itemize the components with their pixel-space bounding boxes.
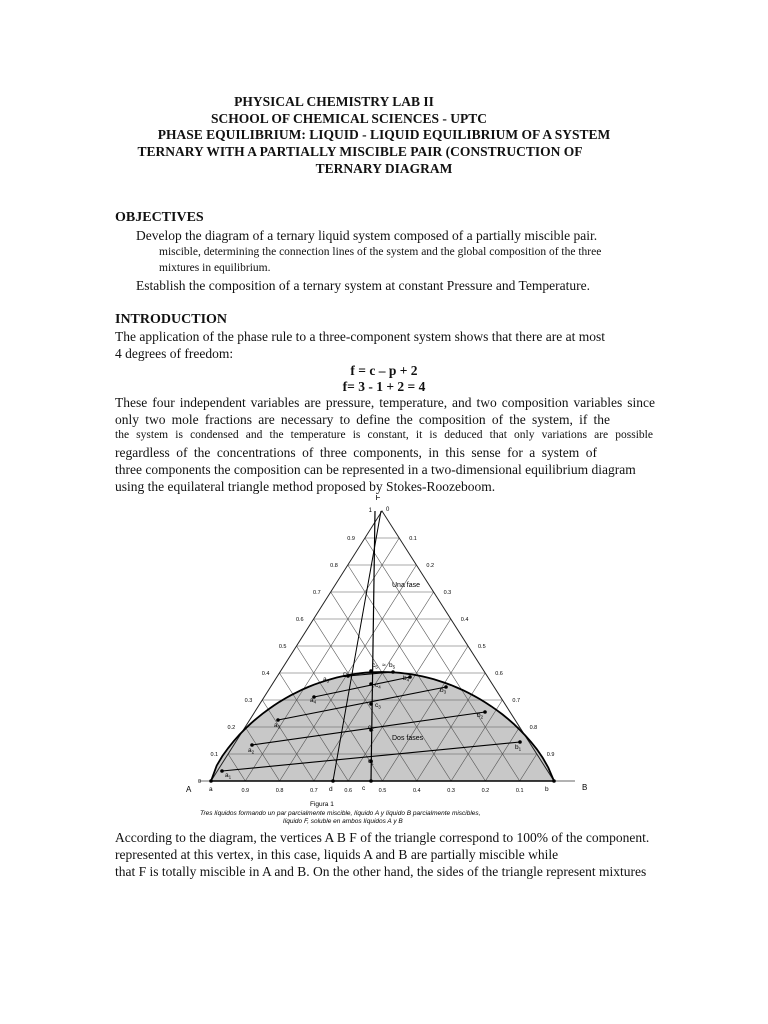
header-line-2: SCHOOL OF CHEMICAL SCIENCES - UPTC — [211, 111, 487, 126]
intro-paragraph-2c: the system is condensed and the temperature is constant, it is deduced that only variations are possible — [115, 429, 653, 441]
top-tick-right: 0 — [386, 507, 390, 513]
left-tick-label: 0.9 — [347, 536, 355, 542]
caption-title: Figura 1 — [310, 801, 334, 808]
point-subscript: 5 — [375, 664, 378, 670]
point-label: D — [343, 672, 348, 679]
header-line-1: PHYSICAL CHEMISTRY LAB II — [234, 94, 434, 109]
bottom-tick-label: 0.7 — [310, 788, 318, 794]
point-label: $c_3$ — [375, 702, 381, 710]
phase-rule-equation: f = c – p + 2 — [350, 363, 418, 378]
bottom-tick-label: 0.5 — [378, 788, 387, 794]
point-label: $c_4$ — [375, 682, 381, 690]
point-label: $b_1$ — [515, 744, 522, 752]
point-label: $b_4$ — [403, 675, 410, 683]
caption-line-2: líquido F, soluble en ambos líquidos A y B — [283, 818, 403, 825]
point-label: $c_2$ — [368, 724, 374, 732]
objective-item-1-cont-2: mixtures in equilibrium. — [159, 262, 271, 274]
data-point — [552, 779, 556, 783]
intro-paragraph-2e: three components the composition can be represented in a two-dimensional equilibrium diagram — [115, 462, 636, 477]
closing-paragraph-a: According to the diagram, the vertices A B F of the triangle correspond to 100% of the component. — [115, 830, 650, 845]
vertex-label-F: F — [375, 495, 381, 502]
point-subscript: 5 — [326, 678, 330, 684]
closing-paragraph-c: that F is totally miscible in A and B. On the other hand, the sides of the triangle represent mixtures — [115, 864, 647, 879]
intro-paragraph-2d: regardless of the concentrations of three components, in this sense for a system of — [115, 445, 597, 460]
point-subscript: 4 — [406, 677, 410, 683]
closing-paragraph-b: represented at this vertex, in this case, liquids A and B are partially miscible while — [115, 847, 559, 862]
intro-paragraph-1a: The application of the phase rule to a three-component system shows that there are at most — [115, 329, 605, 344]
data-point — [209, 779, 213, 783]
vertex-label-B: B — [582, 783, 588, 792]
point-label: c — [362, 785, 366, 792]
data-point — [331, 779, 335, 783]
ternary-diagram — [0, 495, 768, 825]
right-tick-label: 0.2 — [426, 563, 435, 569]
data-point — [444, 685, 448, 689]
header-line-4: TERNARY WITH A PARTIALLY MISCIBLE PAIR (CONSTRUCTION OF — [137, 144, 583, 159]
bottom-tick-label: 0.4 — [412, 788, 421, 794]
point-subscript: 2 — [480, 714, 484, 720]
left-tick-label: 0.6 — [295, 617, 304, 623]
degrees-of-freedom-equation: f= 3 - 1 + 2 = 4 — [342, 379, 426, 394]
data-point — [518, 740, 522, 744]
intro-paragraph-2a: These four independent variables are pressure, temperature, and two composition variables since — [115, 395, 655, 410]
point-label: $b_2$ — [477, 712, 484, 720]
point-label: d — [329, 786, 333, 793]
bottom-tick-label: 0.2 — [481, 788, 490, 794]
left-tick-label: 0 — [197, 779, 201, 785]
right-tick-label: 0.4 — [460, 617, 469, 623]
point-subscript: 1 — [228, 774, 232, 780]
point-label: $a_2$ — [248, 747, 255, 755]
objective-item-1-cont-1: miscible, determining the connection lines of the system and the global composition of the three — [159, 246, 602, 258]
bottom-tick-label: 0.6 — [344, 788, 353, 794]
right-tick-label: 0.5 — [478, 644, 486, 650]
left-tick-label: 0.2 — [227, 725, 236, 731]
one-phase-label: Una fase — [392, 582, 421, 589]
point-label: $c_1$ — [368, 758, 374, 766]
point-label: b — [545, 786, 549, 793]
right-tick-label: 0.8 — [529, 725, 538, 731]
data-point — [369, 779, 373, 783]
point-subscript: 4 — [313, 699, 317, 705]
point-label: $c_5$ — [372, 662, 378, 670]
data-point — [369, 702, 373, 706]
point-label: $a_1$ — [225, 772, 232, 780]
point-label: $b_3$ — [440, 687, 447, 695]
data-point — [483, 710, 487, 714]
left-tick-label: 0.4 — [261, 671, 270, 677]
point-subscript: 3 — [443, 689, 447, 695]
point-label: $a_5$ — [323, 676, 330, 684]
point-label: $a_4$ — [310, 697, 317, 705]
vertex-label-A: A — [186, 785, 192, 794]
right-tick-label: 0.7 — [512, 698, 521, 704]
point-label: $a_3$ — [274, 722, 281, 730]
left-tick-label: 0.8 — [330, 563, 338, 569]
left-tick-label: 0.5 — [278, 644, 287, 650]
data-point — [369, 682, 373, 686]
point-label: a — [209, 786, 213, 793]
left-tick-label: 0.1 — [210, 752, 219, 758]
objectives-heading: OBJECTIVES — [115, 210, 204, 225]
header-line-5: TERNARY DIAGRAM — [315, 161, 453, 176]
bottom-tick-label: 0.9 — [241, 788, 250, 794]
point-subscript: 2 — [371, 726, 374, 732]
intro-paragraph-2b: only two mole fractions are necessary to define the composition of the system, if the — [115, 412, 610, 427]
point-label: $b_5$ — [389, 662, 396, 670]
caption-line-1: Tres líquidos formando un par parcialmente miscible, líquido A y líquido B parcialmente miscibles, — [200, 810, 481, 817]
bottom-tick-label: 0.3 — [447, 788, 455, 794]
objective-item-2 — [136, 278, 590, 294]
objective-item-1 — [136, 228, 597, 244]
right-tick-label: 0.6 — [495, 671, 503, 677]
point-subscript: 4 — [378, 684, 381, 690]
two-phase-label: Dos fases — [392, 735, 424, 742]
point-subscript: 2 — [251, 749, 255, 755]
left-tick-label: 0.7 — [313, 590, 321, 596]
intro-paragraph-1b: 4 degrees of freedom: — [115, 346, 234, 361]
data-point — [391, 670, 395, 674]
header-line-3: PHASE EQUILIBRIUM: LIQUID - LIQUID EQUILIBRIUM OF A SYSTEM — [157, 127, 611, 142]
point-subscript: 3 — [378, 704, 381, 710]
introduction-heading: INTRODUCTION — [115, 312, 228, 327]
bottom-tick-label: 0.8 — [275, 788, 284, 794]
point-subscript: 5 — [392, 664, 396, 670]
objective-item-1-text: Develop the diagram of a ternary liquid system composed of a partially miscible pair. — [136, 228, 598, 243]
data-point — [369, 669, 373, 673]
left-tick-label: 0.3 — [244, 698, 253, 704]
right-tick-label: 0.3 — [443, 590, 452, 596]
objective-item-2-text: Establish the composition of a ternary system at constant Pressure and Temperature. — [136, 278, 590, 293]
equals-sign: ≈ — [382, 662, 386, 669]
right-tick-label: 0.9 — [546, 752, 555, 758]
top-tick-left: 1 — [368, 508, 372, 514]
bottom-tick-label: 0.1 — [515, 788, 524, 794]
point-subscript: 3 — [277, 724, 281, 730]
point-subscript: 1 — [518, 746, 522, 752]
right-tick-label: 0.1 — [409, 536, 417, 542]
point-subscript: 1 — [371, 760, 374, 766]
data-point — [220, 769, 224, 773]
intro-paragraph-2f: using the equilateral triangle method proposed by Stokes-Roozeboom. — [115, 479, 496, 494]
